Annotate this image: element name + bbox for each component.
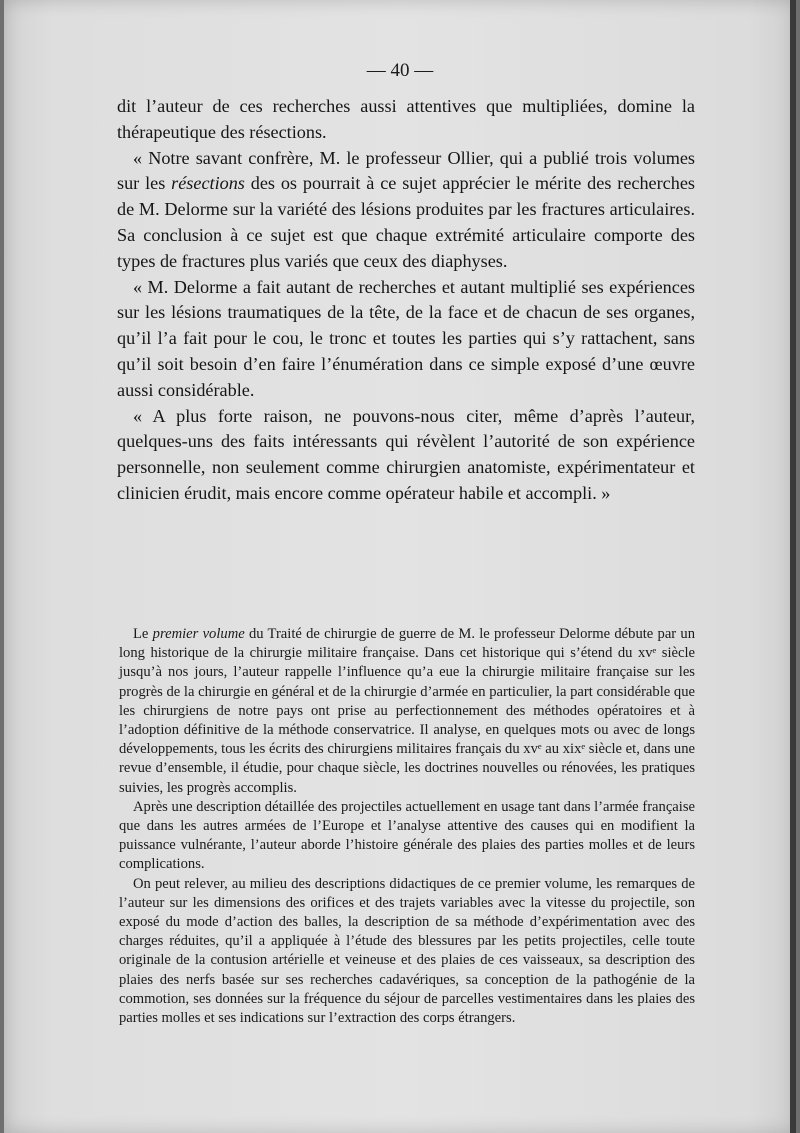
note-2: Après une description détaillée des projectiles actuellement en usage tant dans l’armée française que dans les autres armées de l’Europe et l’analyse attentive des causes qui en modifient la puissance vulnérante, l’auteur aborde l’histoire générale des plaies des parties molles et de leurs complications. (119, 798, 695, 873)
note-3: On peut relever, au milieu des descriptions didactiques de ce premier volume, les remarques de l’auteur sur les dimensions des orifices et des trajets variables avec la vitesse du projectile, son exposé du mode d’action des balles, la description de sa méthode d’expérimentation avec des charges réduites, qu’il a appliquée à l’étude des blessures par les petits projectiles, celle toute originale de la contusion artérielle et veineuse et des plaies de ces vaisseaux, sa description des plaies des nerfs basée sur ses recherches cadavériques, sa conception de la pathogénie de la commotion, ses données sur la fréquence du séjour de parcelles vestimentaires dans les plaies des parties molles et ses indications sur l’extraction des corps étrangers. (119, 875, 695, 1027)
paragraph-3: « M. Delorme a fait autant de recherches et autant multiplié ses expériences sur les lésions traumatiques de la tête, de la face et de chacun de ses organes, qu’il l’a fait pour le cou, le tronc et toutes les parties qui s’y rattachent, sans qu’il soit besoin d’en faire l’énumération dans ce simple exposé d’une œuvre aussi considérable. (117, 276, 695, 400)
note-1 (119, 625, 695, 798)
paragraph-2-end: des os pourrait à ce sujet apprécier le mérite des recherches de M. Delorme sur la variété des lésions produites par les fractures articulaires. Sa conclusion à ce sujet est que chaque extrémité articulaire comporte des types de fractures plus variés que ceux des diaphyses. (117, 173, 696, 271)
note-1-end: du Traité de chirurgie de guerre de M. le professeur Delorme débute par un long historique de la chirurgie militaire française. Dans cet historique qui s’étend du xvᵉ siècle jusqu’à nos jours, l’auteur rappelle l’influence qu’a eue la chirurgie militaire française sur les progrès de la chirurgie en général et de la chirurgie d’armée en particulier, la part considérable que les chirurgiens de notre pays ont prise au perfectionnement des méthodes opératoires et à l’adoption définitive de la méthode conservatrice. Il analyse, en quelques mots ou avec de longs développements, tous les écrits des chirurgiens militaires français du xvᵉ au xixᵉ siècle et, dans une revue d’ensemble, il étudie, pour chaque siècle, les doctrines nouvelles ou rénovées, les pratiques suivies, les progrès accomplis. (119, 626, 696, 796)
paragraph-4: « A plus forte raison, ne pouvons-nous citer, même d’après l’auteur, quelques-uns des faits intéressants qui révèlent l’autorité de son expérience personnelle, non seulement comme chirurgien anatomiste, expérimentateur et clinicien érudit, mais encore comme opérateur habile et accompli. » (117, 405, 695, 503)
paragraph-2-start: « Notre savant confrère, M. le professeur Ollier, qui a publié trois volumes sur les (117, 147, 695, 194)
paragraph-2-italic: résections (171, 173, 245, 194)
note-1-italic: premier volume (152, 626, 245, 642)
main-text (117, 94, 695, 507)
footnotes (119, 625, 695, 1028)
paragraph-2 (117, 146, 695, 275)
note-1-start: Le (133, 626, 153, 642)
page-edge-shadow (790, 0, 796, 1133)
page-number: — 40 — (366, 60, 434, 81)
paragraph-1: dit l’auteur de ces recherches aussi attentives que multipliées, domine la thérapeutique des résections. (117, 96, 695, 142)
